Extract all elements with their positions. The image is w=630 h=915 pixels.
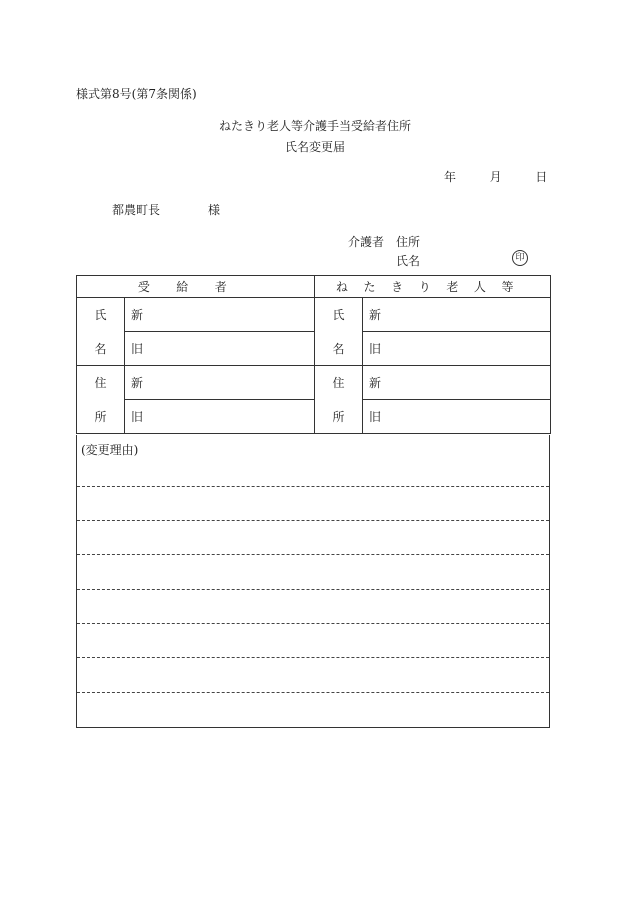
reason-line	[77, 657, 549, 658]
recipient-name-old[interactable]: 旧	[125, 332, 315, 366]
seal-mark: 印	[512, 250, 528, 266]
form-title-line1: ねたきり老人等介護手当受給者住所	[218, 119, 411, 133]
name-label-bottom-2: 名	[315, 332, 363, 366]
reason-line	[77, 486, 549, 487]
table-row	[77, 366, 551, 400]
applicant-role: 介護者	[348, 235, 385, 249]
reason-label: (変更理由)	[81, 443, 139, 457]
applicant-name-label: 氏名	[396, 254, 421, 268]
elderly-name-old[interactable]: 旧	[363, 332, 551, 366]
table-row	[77, 400, 551, 434]
date-year-label: 年	[444, 170, 457, 184]
addr-label-top: 住	[77, 366, 125, 400]
reason-line	[77, 554, 549, 555]
elderly-addr-old[interactable]: 旧	[363, 400, 551, 434]
elderly-name-new[interactable]: 新	[363, 298, 551, 332]
form-title-line2: 氏名変更届	[284, 140, 345, 154]
recipient-addr-old[interactable]: 旧	[125, 400, 315, 434]
reason-line	[77, 692, 549, 693]
date-day-label: 日	[535, 170, 548, 184]
name-label-top-2: 氏	[315, 298, 363, 332]
table-row	[77, 332, 551, 366]
reason-line	[77, 623, 549, 624]
addressee-suffix: 様	[208, 203, 221, 217]
applicant-address-line	[348, 233, 420, 250]
form-number: 様式第8号(第7条関係)	[76, 87, 197, 101]
reason-line	[77, 589, 549, 590]
recipient-name-new[interactable]: 新	[125, 298, 315, 332]
header-elderly: ねたきり老人等	[315, 276, 551, 298]
elderly-addr-new[interactable]: 新	[363, 366, 551, 400]
date-line	[444, 168, 547, 185]
addressee	[112, 201, 220, 218]
name-label-bottom: 名	[77, 332, 125, 366]
name-label-top: 氏	[77, 298, 125, 332]
applicant-address-label: 住所	[396, 235, 421, 249]
header-recipient: 受給者	[77, 276, 315, 298]
addressee-name: 都農町長	[112, 203, 161, 217]
change-table	[76, 275, 551, 434]
addr-label-top-2: 住	[315, 366, 363, 400]
addr-label-bottom-2: 所	[315, 400, 363, 434]
reason-box[interactable]	[76, 435, 550, 728]
date-month-label: 月	[489, 170, 502, 184]
recipient-addr-new[interactable]: 新	[125, 366, 315, 400]
table-row	[77, 298, 551, 332]
addr-label-bottom: 所	[77, 400, 125, 434]
table-header-row	[77, 276, 551, 298]
reason-line	[77, 520, 549, 521]
